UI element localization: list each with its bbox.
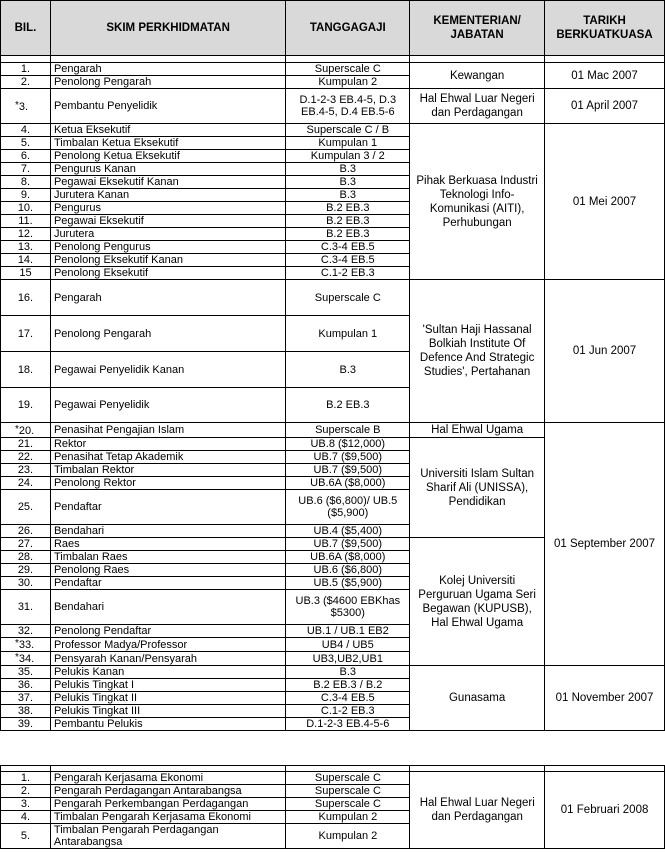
bil-cell [1, 638, 51, 652]
tanggagaji-cell: UB.7 ($9,500) [286, 464, 410, 477]
tanggagaji-cell: UB.6 ($6,800)/ UB.5 ($5,900) [286, 490, 410, 525]
tanggagaji-cell: B.3 [286, 163, 410, 176]
skim-cell: Pengarah Kerjasama Ekonomi [50, 772, 286, 785]
tarikh-cell: 01 April 2007 [545, 89, 665, 124]
tanggagaji-cell: B.2 EB.3 [286, 228, 410, 241]
skim-cell: Pegawai Eksekutif [50, 215, 285, 228]
bil-number: 31. [17, 601, 34, 613]
tanggagaji-cell: B.2 EB.3 [286, 388, 410, 423]
bil-cell [1, 625, 51, 638]
bil-cell [1, 477, 51, 490]
tanggagaji-cell: B.3 [286, 189, 410, 202]
bil-cell: 4. [1, 811, 51, 824]
skim-cell: Pengarah [50, 63, 285, 76]
skim-cell: Timbalan Rektor [50, 464, 285, 477]
bil-number: 32. [17, 625, 34, 637]
tarikh-cell: 01 November 2007 [545, 666, 665, 731]
tanggagaji-cell: Superscale C [286, 785, 410, 798]
bil-cell [1, 316, 51, 352]
bil-cell [1, 176, 51, 189]
skim-cell: Pensyarah Kanan/Pensyarah [50, 652, 285, 666]
skim-cell: Penolong Pendaftar [50, 625, 285, 638]
header-bil: BIL. [1, 1, 51, 56]
kementerian-cell: 'Sultan Haji Hassanal Bolkiah Institute Of Defence And Strategic Studies', Pertahanan [410, 280, 545, 423]
bil-number: 33. [18, 639, 35, 651]
skim-cell: Pelukis Kanan [50, 666, 285, 679]
skim-cell: Pembantu Pelukis [50, 718, 285, 731]
skim-cell: Penolong Pengurus [50, 241, 285, 254]
table-row [1, 89, 665, 124]
bil-number: 11. [18, 215, 33, 227]
tanggagaji-cell: B.2 EB.3 [286, 202, 410, 215]
bil-number: 15 [19, 267, 32, 279]
tanggagaji-cell: Superscale C [286, 280, 410, 316]
bil-cell [1, 451, 51, 464]
asterisk-mark: * [15, 99, 19, 111]
bil-cell [1, 490, 51, 525]
bil-number: 12. [17, 228, 34, 240]
bil-number: 3. [18, 100, 29, 113]
kementerian-cell: Gunasama [410, 666, 545, 731]
skim-cell: Jurutera [50, 228, 285, 241]
tanggagaji-cell: D.1-2-3 EB.4-5-6 [286, 718, 410, 731]
skim-cell: Penasihat Pengajian Islam [50, 423, 285, 438]
bil-cell [1, 352, 51, 388]
bil-number: 10. [17, 202, 34, 214]
header-kementerian: KEMENTERIAN/ JABATAN [410, 1, 545, 56]
bil-number: 8. [20, 176, 31, 188]
bil-cell [1, 577, 51, 590]
bil-cell [1, 228, 51, 241]
tanggagaji-cell: Superscale C [286, 63, 410, 76]
bil-number: 9. [20, 189, 31, 201]
bil-cell [1, 423, 51, 438]
bil-number: 21. [17, 438, 34, 450]
skim-cell: Timbalan Pengarah Kerjasama Ekonomi [50, 811, 286, 824]
tanggagaji-cell: Kumpulan 2 [286, 824, 410, 849]
bil-number: 20. [18, 424, 35, 437]
header-tarikh: TARIKH BERKUATKUASA [545, 1, 665, 56]
asterisk-mark: * [15, 652, 19, 663]
bil-number: 39. [17, 718, 34, 730]
bil-number: 7. [20, 163, 31, 175]
skim-cell: Pelukis Tingkat II [50, 692, 285, 705]
table-row [1, 63, 665, 76]
skim-cell: Ketua Eksekutif [50, 124, 285, 137]
kementerian-cell: Hal Ehwal Luar Negeri dan Perdagangan [410, 89, 545, 124]
kementerian-cell: Pihak Berkuasa Industri Teknologi Info-Komunikasi (AITI), Perhubungan [410, 124, 545, 280]
spacer-cell [286, 56, 410, 63]
asterisk-mark: * [15, 638, 19, 649]
tarikh-cell: 01 Februari 2008 [545, 772, 665, 849]
bil-cell [1, 150, 51, 163]
bil-cell [1, 679, 51, 692]
skim-cell: Pelukis Tingkat III [50, 705, 285, 718]
skim-cell: Pengarah Perkembangan Perdagangan [50, 798, 286, 811]
header-row [1, 1, 665, 56]
spacer-row [1, 56, 665, 63]
bil-number: 5. [20, 137, 31, 149]
bil-cell: 3. [1, 798, 51, 811]
skim-cell: Jurutera Kanan [50, 189, 285, 202]
tanggagaji-cell: Superscale B [286, 423, 410, 438]
bil-cell [1, 76, 51, 89]
tanggagaji-cell: UB.8 ($12,000) [286, 438, 410, 451]
tanggagaji-cell: Superscale C [286, 772, 410, 785]
bil-cell: 5. [1, 824, 51, 849]
bil-number: 18. [17, 363, 34, 376]
bil-number: 19. [17, 399, 34, 411]
skim-cell: Pendaftar [50, 490, 285, 525]
bil-cell [1, 267, 51, 280]
tanggagaji-cell: UB4 / UB5 [286, 638, 410, 652]
bil-cell [1, 590, 51, 625]
kementerian-cell: Kolej Universiti Perguruan Ugama Seri Begawan (KUPUSB), Hal Ehwal Ugama [410, 538, 545, 666]
bil-number: 6. [20, 150, 31, 162]
tanggagaji-cell: D.1-2-3 EB.4-5, D.3 EB.4-5, D.4 EB.5-6 [286, 89, 410, 124]
bil-number: 38. [17, 705, 34, 717]
bil-number: 4. [20, 124, 31, 136]
spacer-cell [1, 56, 51, 63]
bil-number: 25. [17, 501, 34, 513]
tanggagaji-cell: UB.3 ($4600 EBKhas $5300) [286, 590, 410, 625]
bil-number: 2. [20, 76, 31, 88]
tanggagaji-cell: Kumpulan 1 [286, 137, 410, 150]
bil-cell [1, 538, 51, 551]
spacer-cell [50, 56, 285, 63]
bil-cell [1, 692, 51, 705]
skim-cell: Pelukis Tingkat I [50, 679, 285, 692]
tanggagaji-cell: B.2 EB.3 [286, 215, 410, 228]
skim-cell: Penolong Ketua Eksekutif [50, 150, 285, 163]
tanggagaji-cell: UB.1 / UB.1 EB2 [286, 625, 410, 638]
bil-cell [1, 438, 51, 451]
skim-cell: Bendahari [50, 525, 285, 538]
tanggagaji-cell: UB.7 ($9,500) [286, 538, 410, 551]
asterisk-mark: * [15, 423, 19, 435]
skim-cell: Penolong Pengarah [50, 76, 285, 89]
skim-cell: Professor Madya/Professor [50, 638, 285, 652]
header-skim: SKIM PERKHIDMATAN [50, 1, 285, 56]
skim-cell: Timbalan Ketua Eksekutif [50, 137, 285, 150]
tarikh-cell: 01 Mei 2007 [545, 124, 665, 280]
tanggagaji-cell: UB.6A ($8,000) [286, 477, 410, 490]
skim-cell: Pengurus [50, 202, 285, 215]
tanggagaji-cell: Kumpulan 3 / 2 [286, 150, 410, 163]
skim-cell: Penolong Rektor [50, 477, 285, 490]
tanggagaji-cell: C.3-4 EB.5 [286, 692, 410, 705]
skim-cell: Penolong Pengarah [50, 316, 285, 352]
skim-cell: Pegawai Penyelidik Kanan [50, 352, 285, 388]
skim-cell: Rektor [50, 438, 285, 451]
table-row [1, 772, 665, 785]
bil-number: 14. [17, 254, 34, 266]
bil-cell [1, 551, 51, 564]
tanggagaji-cell: UB3,UB2,UB1 [286, 652, 410, 666]
tarikh-cell: 01 September 2007 [545, 423, 665, 666]
bil-cell [1, 189, 51, 202]
tanggagaji-cell: UB.7 ($9,500) [286, 451, 410, 464]
bil-cell [1, 254, 51, 267]
tanggagaji-cell: Kumpulan 1 [286, 316, 410, 352]
bil-number: 29. [17, 564, 34, 576]
tanggagaji-cell: Superscale C / B [286, 124, 410, 137]
bil-number: 27. [17, 538, 34, 550]
tarikh-cell: 01 Mac 2007 [545, 63, 665, 89]
skim-cell: Pembantu Penyelidik [50, 89, 285, 124]
tanggagaji-cell: C.3-4 EB.5 [286, 241, 410, 254]
bil-cell [1, 388, 51, 423]
spacer-cell [410, 56, 545, 63]
skim-cell: Pegawai Penyelidik [50, 388, 285, 423]
header-tanggagaji: TANGGAGAJI [286, 1, 410, 56]
bil-cell [1, 63, 51, 76]
kementerian-cell: Kewangan [410, 63, 545, 89]
bil-number: 22. [17, 451, 34, 463]
tanggagaji-cell: UB.6A ($8,000) [286, 551, 410, 564]
table-row [1, 280, 665, 316]
bil-number: 13. [17, 241, 34, 253]
skim-cell: Penasihat Tetap Akademik [50, 451, 285, 464]
skim-cell: Pengarah [50, 280, 285, 316]
kementerian-cell: Universiti Islam Sultan Sharif Ali (UNISSA), Pendidikan [410, 438, 545, 538]
bil-cell [1, 89, 51, 124]
bil-cell: 1. [1, 772, 51, 785]
spacer-cell [545, 56, 665, 63]
skim-cell: Penolong Eksekutif [50, 267, 285, 280]
skim-cell: Timbalan Raes [50, 551, 285, 564]
bil-number: 17. [17, 327, 34, 340]
bil-number: 23. [17, 464, 34, 476]
tanggagaji-cell: UB.6 ($6,800) [286, 564, 410, 577]
table-row [1, 124, 665, 137]
bil-number: 1. [20, 63, 31, 75]
skim-cell: Bendahari [50, 590, 285, 625]
tanggagaji-cell: B.3 [286, 666, 410, 679]
tanggagaji-cell: C.3-4 EB.5 [286, 254, 410, 267]
bil-number: 24. [17, 477, 34, 489]
bil-cell [1, 525, 51, 538]
tanggagaji-cell: Kumpulan 2 [286, 811, 410, 824]
bil-cell [1, 137, 51, 150]
bil-number: 30. [17, 577, 34, 589]
tanggagaji-cell: Kumpulan 2 [286, 76, 410, 89]
tanggagaji-cell: B.3 [286, 176, 410, 189]
tanggagaji-cell: UB.5 ($5,900) [286, 577, 410, 590]
bil-cell [1, 124, 51, 137]
bil-cell [1, 202, 51, 215]
skim-cell: Pegawai Eksekutif Kanan [50, 176, 285, 189]
skim-cell: Penolong Raes [50, 564, 285, 577]
bil-cell [1, 718, 51, 731]
bil-cell: 2. [1, 785, 51, 798]
tanggagaji-cell: UB.4 ($5,400) [286, 525, 410, 538]
bil-number: 34. [18, 653, 35, 665]
skim-cell: Pengarah Perdagangan Antarabangsa [50, 785, 286, 798]
bil-cell [1, 652, 51, 666]
table-row [1, 666, 665, 679]
bil-number: 28. [17, 551, 34, 563]
tanggagaji-cell: C.1-2 EB.3 [286, 267, 410, 280]
skim-cell: Pendaftar [50, 577, 285, 590]
tarikh-cell: 01 Jun 2007 [545, 280, 665, 423]
kementerian-cell: Hal Ehwal Ugama [410, 423, 545, 438]
bil-number: 35. [17, 666, 34, 678]
tanggagaji-cell: B.3 [286, 352, 410, 388]
bil-cell [1, 241, 51, 254]
table-row [1, 423, 665, 438]
skim-cell: Timbalan Pengarah Perdagangan Antarabangsa [50, 824, 286, 849]
bil-cell [1, 464, 51, 477]
bil-cell [1, 215, 51, 228]
tanggagaji-cell: B.2 EB.3 / B.2 [286, 679, 410, 692]
bil-number: 16. [17, 291, 34, 304]
bil-number: 37. [17, 692, 34, 704]
skim-cell: Raes [50, 538, 285, 551]
kementerian-cell: Hal Ehwal Luar Negeri dan Perdagangan [410, 772, 545, 849]
bil-number: 36. [17, 679, 34, 691]
tanggagaji-cell: C.1-2 EB.3 [286, 705, 410, 718]
second-table [0, 765, 665, 849]
bil-cell [1, 666, 51, 679]
bil-cell [1, 163, 51, 176]
skim-cell: Penolong Eksekutif Kanan [50, 254, 285, 267]
tanggagaji-cell: Superscale C [286, 798, 410, 811]
bil-cell [1, 280, 51, 316]
bil-number: 26. [17, 525, 34, 537]
bil-cell [1, 705, 51, 718]
skim-cell: Pengurus Kanan [50, 163, 285, 176]
bil-cell [1, 564, 51, 577]
